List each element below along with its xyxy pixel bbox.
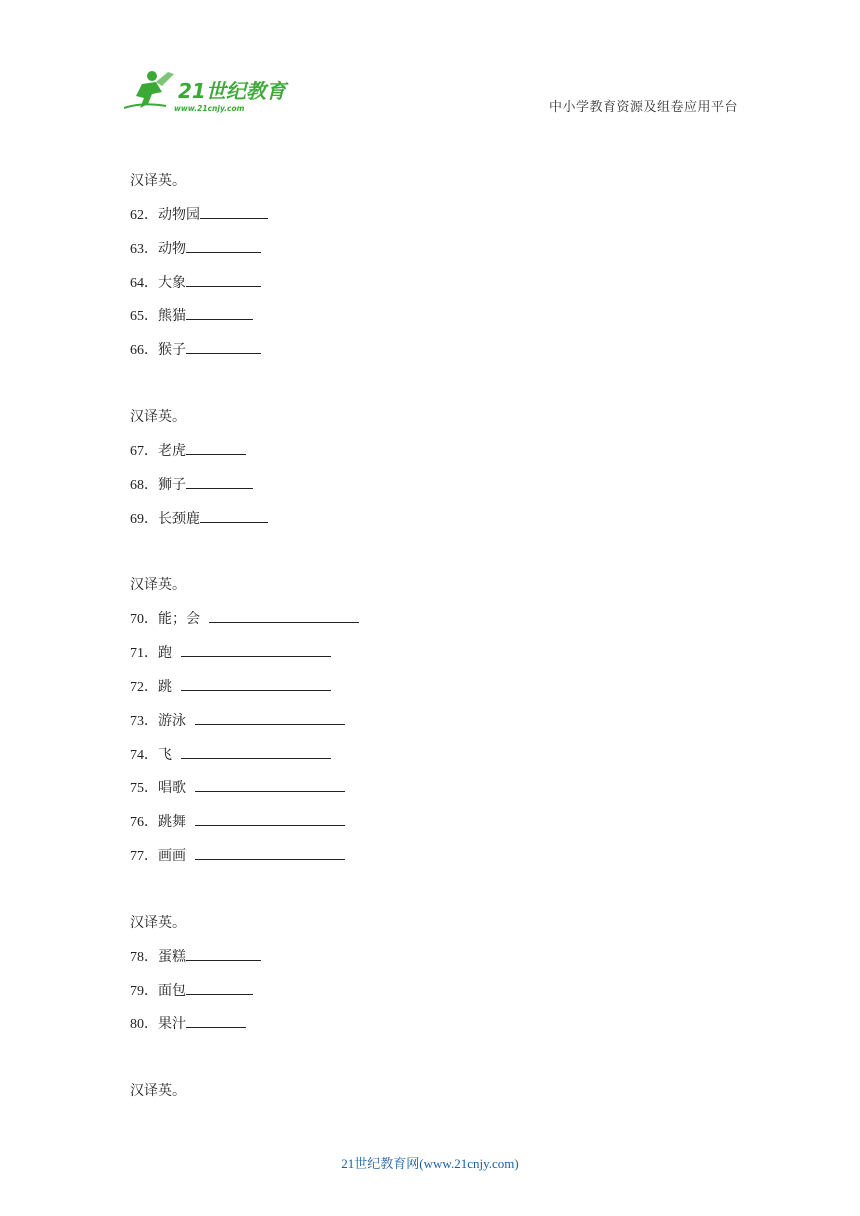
question-number: 70． [130, 612, 158, 628]
question-number: 68． [130, 477, 158, 493]
chinese-word: 熊猫 [158, 308, 186, 325]
chinese-word: 能；会 [158, 611, 200, 628]
chinese-word: 飞 [158, 746, 172, 763]
answer-blank[interactable] [200, 508, 268, 523]
question-item [130, 606, 730, 640]
answer-blank[interactable] [195, 777, 345, 792]
question-number: 75． [130, 781, 158, 797]
question-number: 66． [130, 343, 158, 359]
question-item [130, 236, 730, 270]
platform-title: 中小学教育资源及组卷应用平台 [549, 100, 739, 115]
chinese-word: 大象 [158, 274, 186, 291]
chinese-word: 果汁 [158, 1016, 186, 1033]
logo-url-text: www.21cnjy.com [174, 104, 245, 113]
question-number: 77． [130, 848, 158, 864]
answer-blank[interactable] [186, 238, 261, 253]
chinese-word: 面包 [158, 982, 186, 999]
question-item [130, 1011, 730, 1045]
question-item [130, 978, 730, 1012]
question-item [130, 640, 730, 674]
question-number: 62． [130, 208, 158, 223]
answer-blank[interactable] [186, 474, 253, 489]
footer-link[interactable]: 21世纪教育网(www.21cnjy.com) [341, 1156, 519, 1171]
section-instruction: 汉译英。 [130, 577, 186, 594]
chinese-word: 跳 [158, 678, 172, 695]
exercise-section [130, 572, 730, 876]
question-number: 76． [130, 815, 158, 831]
chinese-word: 动物 [158, 240, 186, 257]
section-instruction: 汉译英。 [130, 1083, 186, 1100]
answer-blank[interactable] [186, 305, 253, 320]
question-number: 67． [130, 443, 158, 459]
section-instruction: 汉译英。 [130, 408, 186, 425]
question-number: 69． [130, 511, 158, 527]
logo-text: 21世纪教育 [178, 79, 286, 103]
exercise-section [130, 168, 730, 371]
answer-blank[interactable] [181, 676, 331, 691]
chinese-word: 蛋糕 [158, 948, 186, 965]
worksheet-content [130, 168, 730, 1145]
chinese-word: 动物园 [158, 207, 200, 223]
answer-blank[interactable] [186, 339, 261, 354]
question-number: 72． [130, 679, 158, 695]
answer-blank[interactable] [181, 642, 331, 657]
answer-blank[interactable] [181, 744, 331, 759]
answer-blank[interactable] [195, 710, 345, 725]
chinese-word: 猴子 [158, 342, 186, 359]
answer-blank[interactable] [186, 440, 246, 455]
chinese-word: 跑 [158, 645, 172, 662]
question-item [130, 944, 730, 978]
answer-blank[interactable] [186, 980, 253, 995]
question-item [130, 708, 730, 742]
answer-blank[interactable] [209, 608, 359, 623]
answer-blank[interactable] [195, 811, 345, 826]
chinese-word: 长颈鹿 [158, 510, 200, 527]
question-item [130, 438, 730, 472]
question-item [130, 775, 730, 809]
question-item [130, 337, 730, 371]
chinese-word: 游泳 [158, 712, 186, 729]
question-number: 74． [130, 747, 158, 763]
chinese-word: 唱歌 [158, 780, 186, 797]
question-item [130, 506, 730, 540]
answer-blank[interactable] [186, 1013, 246, 1028]
question-item [130, 674, 730, 708]
section-instruction: 汉译英。 [130, 173, 186, 189]
chinese-word: 画画 [158, 847, 186, 864]
question-number: 63． [130, 241, 158, 257]
question-item [130, 303, 730, 337]
exercise-section [130, 404, 730, 539]
exercise-section [130, 910, 730, 1045]
answer-blank[interactable] [195, 845, 345, 860]
chinese-word: 狮子 [158, 476, 186, 493]
answer-blank[interactable] [186, 272, 261, 287]
answer-blank[interactable] [200, 204, 268, 219]
section-instruction: 汉译英。 [130, 914, 186, 931]
runner-logo-icon [122, 68, 292, 116]
chinese-word: 跳舞 [158, 814, 186, 831]
answer-blank[interactable] [186, 946, 261, 961]
question-item [130, 843, 730, 877]
chinese-word: 老虎 [158, 442, 186, 459]
question-number: 64． [130, 275, 158, 291]
question-number: 65． [130, 309, 158, 325]
question-number: 79． [130, 983, 158, 999]
site-logo[interactable] [122, 68, 292, 116]
exercise-section [130, 1078, 730, 1112]
question-number: 80． [130, 1017, 158, 1033]
question-item [130, 742, 730, 776]
question-item [130, 809, 730, 843]
question-item [130, 472, 730, 506]
question-item [130, 202, 730, 236]
question-item [130, 270, 730, 304]
page-header [0, 0, 860, 130]
question-number: 78． [130, 949, 158, 965]
question-number: 71． [130, 646, 158, 662]
question-number: 73． [130, 713, 158, 729]
